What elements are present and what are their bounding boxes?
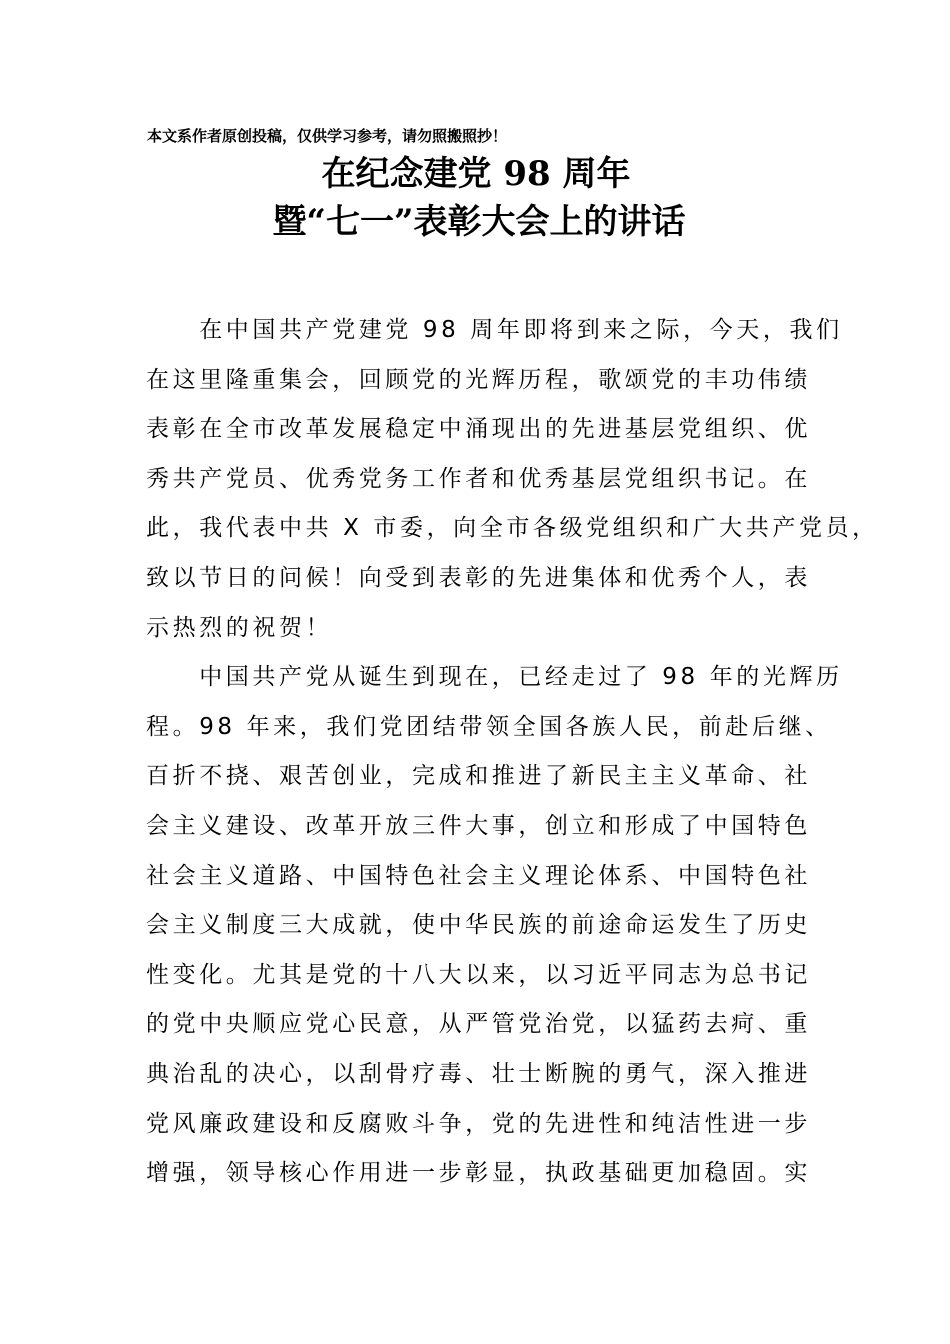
text-line: 会主义制度三大成就，使中华民族的前途命运发生了历史 <box>146 912 811 939</box>
title-line-2: 暨“七一”表彰大会上的讲话 <box>272 202 686 242</box>
text-line: 典治乱的决心，以刮骨疗毒、壮士断腕的勇气，深入推进 <box>146 1060 811 1087</box>
text-line: 百折不挠、艰苦创业，完成和推进了新民主主义革命、社 <box>146 763 811 790</box>
title-line-1: 在纪念建党 98 周年 <box>321 154 631 194</box>
text-line: 在这里隆重集会，回顾党的光辉历程，歌颂党的丰功伟绩 <box>146 366 811 393</box>
text-line: 增强，领导核心作用进一步彰显，执政基础更加稳固。实 <box>146 1160 811 1187</box>
paragraph-2 <box>146 653 843 1199</box>
text-line: 社会主义道路、中国特色社会主义理论体系、中国特色社 <box>146 862 811 889</box>
text-line: 在中国共产党建党 98 周年即将到来之际，今天，我们 <box>146 317 843 343</box>
text-line: 示热烈的祝贺！ <box>146 614 333 641</box>
text-line: 的党中央顺应党心民意，从严管党治党，以猛药去疴、重 <box>146 1011 811 1038</box>
text-line: 秀共产党员、优秀党务工作者和优秀基层党组织书记。在 <box>146 465 811 492</box>
copyright-notice: 本文系作者原创投稿，仅供学习参考，请勿照搬照抄！ <box>147 127 508 145</box>
text-line: 致以节日的问候！向受到表彰的先进集体和优秀个人，表 <box>146 564 811 591</box>
text-line: 性变化。尤其是党的十八大以来，以习近平同志为总书记 <box>146 961 811 988</box>
text-line: 此，我代表中共 X 市委，向全市各级党组织和广大共产党员， <box>146 515 879 542</box>
paragraph-1 <box>146 306 879 653</box>
text-line: 程。98 年来，我们党团结带领全国各族人民，前赴后继、 <box>146 713 832 740</box>
text-line: 中国共产党从诞生到现在，已经走过了 98 年的光辉历 <box>146 664 843 691</box>
text-line: 表彰在全市改革发展稳定中涌现出的先进基层党组织、优 <box>146 416 811 443</box>
text-line: 会主义建设、改革开放三件大事，创立和形成了中国特色 <box>146 812 811 839</box>
speech-body <box>146 306 879 1199</box>
text-line: 党风廉政建设和反腐败斗争，党的先进性和纯洁性进一步 <box>146 1110 811 1137</box>
